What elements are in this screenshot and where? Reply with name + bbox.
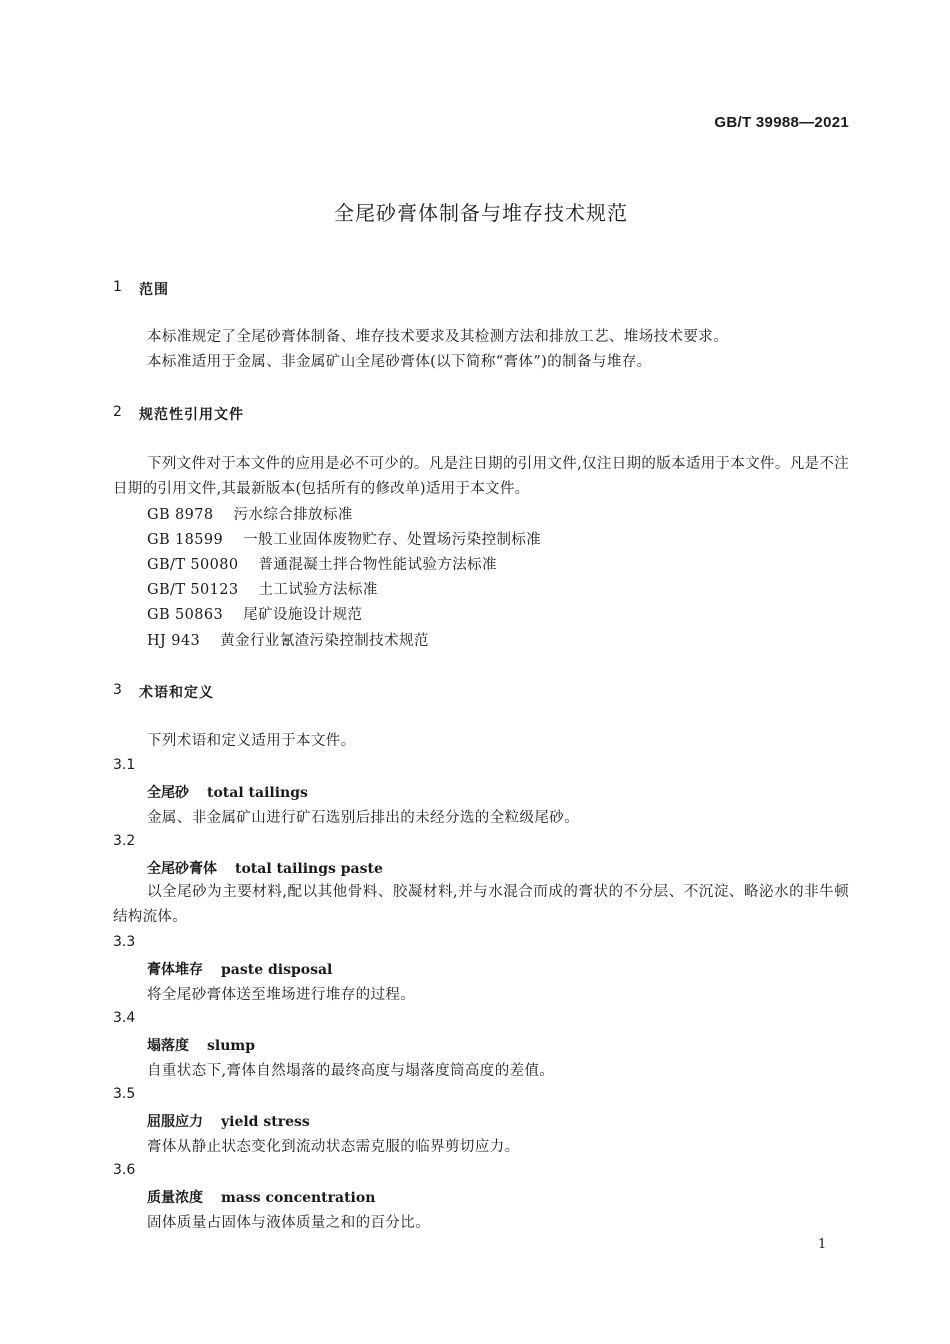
term-english: yield stress — [221, 1114, 310, 1130]
reference-name: 土工试验方法标准 — [258, 582, 378, 598]
term-definition: 膏体从静止状态变化到流动状态需克服的临界剪切应力。 — [147, 1139, 520, 1155]
section-2-number: 2 — [113, 404, 122, 420]
standard-number: GB/T 39988—2021 — [714, 114, 849, 131]
section-2-title: 规范性引用文件 — [139, 407, 244, 423]
term-english: paste disposal — [221, 962, 333, 978]
term-definition: 自重状态下,膏体自然塌落的最终高度与塌落度筒高度的差值。 — [147, 1063, 555, 1079]
term-english: total tailings paste — [235, 861, 383, 877]
reference-code: GB 8978 — [147, 507, 214, 523]
term-chinese: 全尾砂 — [147, 785, 189, 801]
section-2-intro: 下列文件对于本文件的应用是必不可少的。凡是注日期的引用文件,仅注日期的版本适用于本文件。凡是不注日期的引用文件,其最新版本(包括所有的修改单)适用于本文件。 — [113, 456, 849, 497]
term-chinese: 塌落度 — [147, 1038, 189, 1054]
normative-reference — [147, 629, 429, 650]
term-definition: 固体质量占固体与液体质量之和的百分比。 — [147, 1215, 431, 1231]
reference-name: 一般工业固体废物贮存、处置场污染控制标准 — [243, 532, 542, 548]
section-3-intro: 下列术语和定义适用于本文件。 — [147, 733, 356, 749]
section-1-paragraph: 本标准规定了全尾砂膏体制备、堆存技术要求及其检测方法和排放工艺、堆场技术要求。 — [147, 329, 729, 345]
term-chinese: 屈服应力 — [147, 1114, 203, 1130]
reference-code: GB 18599 — [147, 532, 224, 548]
term-number: 3.2 — [113, 833, 136, 849]
reference-code: GB/T 50123 — [147, 582, 239, 598]
normative-reference — [147, 528, 541, 549]
term-number: 3.4 — [113, 1010, 136, 1026]
term-english: slump — [207, 1038, 255, 1054]
term-heading — [147, 1187, 375, 1207]
normative-reference — [147, 503, 353, 524]
term-number: 3.5 — [113, 1086, 136, 1102]
reference-name: 尾矿设施设计规范 — [243, 607, 363, 623]
term-definition: 金属、非金属矿山进行矿石选别后排出的未经分选的全粒级尾砂。 — [147, 810, 580, 826]
term-number: 3.3 — [113, 934, 136, 950]
section-3-title: 术语和定义 — [139, 685, 214, 701]
reference-code: HJ 943 — [147, 633, 201, 649]
section-1-number: 1 — [113, 279, 122, 295]
normative-reference — [147, 578, 378, 599]
term-heading — [147, 858, 383, 878]
document-title: 全尾砂膏体制备与堆存技术规范 — [334, 201, 628, 225]
reference-name: 普通混凝土拌合物性能试验方法标准 — [258, 557, 497, 573]
term-english: total tailings — [207, 785, 308, 801]
term-chinese: 全尾砂膏体 — [147, 861, 217, 877]
section-3-number: 3 — [113, 682, 122, 698]
reference-code: GB 50863 — [147, 607, 224, 623]
reference-name: 黄金行业氰渣污染控制技术规范 — [220, 633, 429, 649]
section-1-paragraph: 本标准适用于金属、非金属矿山全尾砂膏体(以下简称“膏体”)的制备与堆存。 — [147, 354, 652, 370]
normative-reference — [147, 603, 362, 624]
term-heading — [147, 1111, 310, 1131]
term-heading — [147, 1035, 255, 1055]
term-number: 3.6 — [113, 1162, 136, 1178]
term-definition: 以全尾砂为主要材料,配以其他骨料、胶凝材料,并与水混合而成的膏状的不分层、不沉淀、略泌水的非牛顿结构流体。 — [113, 884, 849, 925]
term-number: 3.1 — [113, 757, 136, 773]
term-chinese: 质量浓度 — [147, 1190, 203, 1206]
reference-name: 污水综合排放标准 — [233, 507, 353, 523]
section-1-title: 范围 — [139, 282, 169, 298]
term-heading — [147, 959, 332, 979]
reference-code: GB/T 50080 — [147, 557, 239, 573]
term-english: mass concentration — [221, 1190, 376, 1206]
page-number: 1 — [818, 1237, 827, 1252]
normative-reference — [147, 553, 497, 574]
term-definition: 将全尾砂膏体送至堆场进行堆存的过程。 — [147, 987, 416, 1003]
term-chinese: 膏体堆存 — [147, 962, 203, 978]
term-heading — [147, 782, 308, 802]
